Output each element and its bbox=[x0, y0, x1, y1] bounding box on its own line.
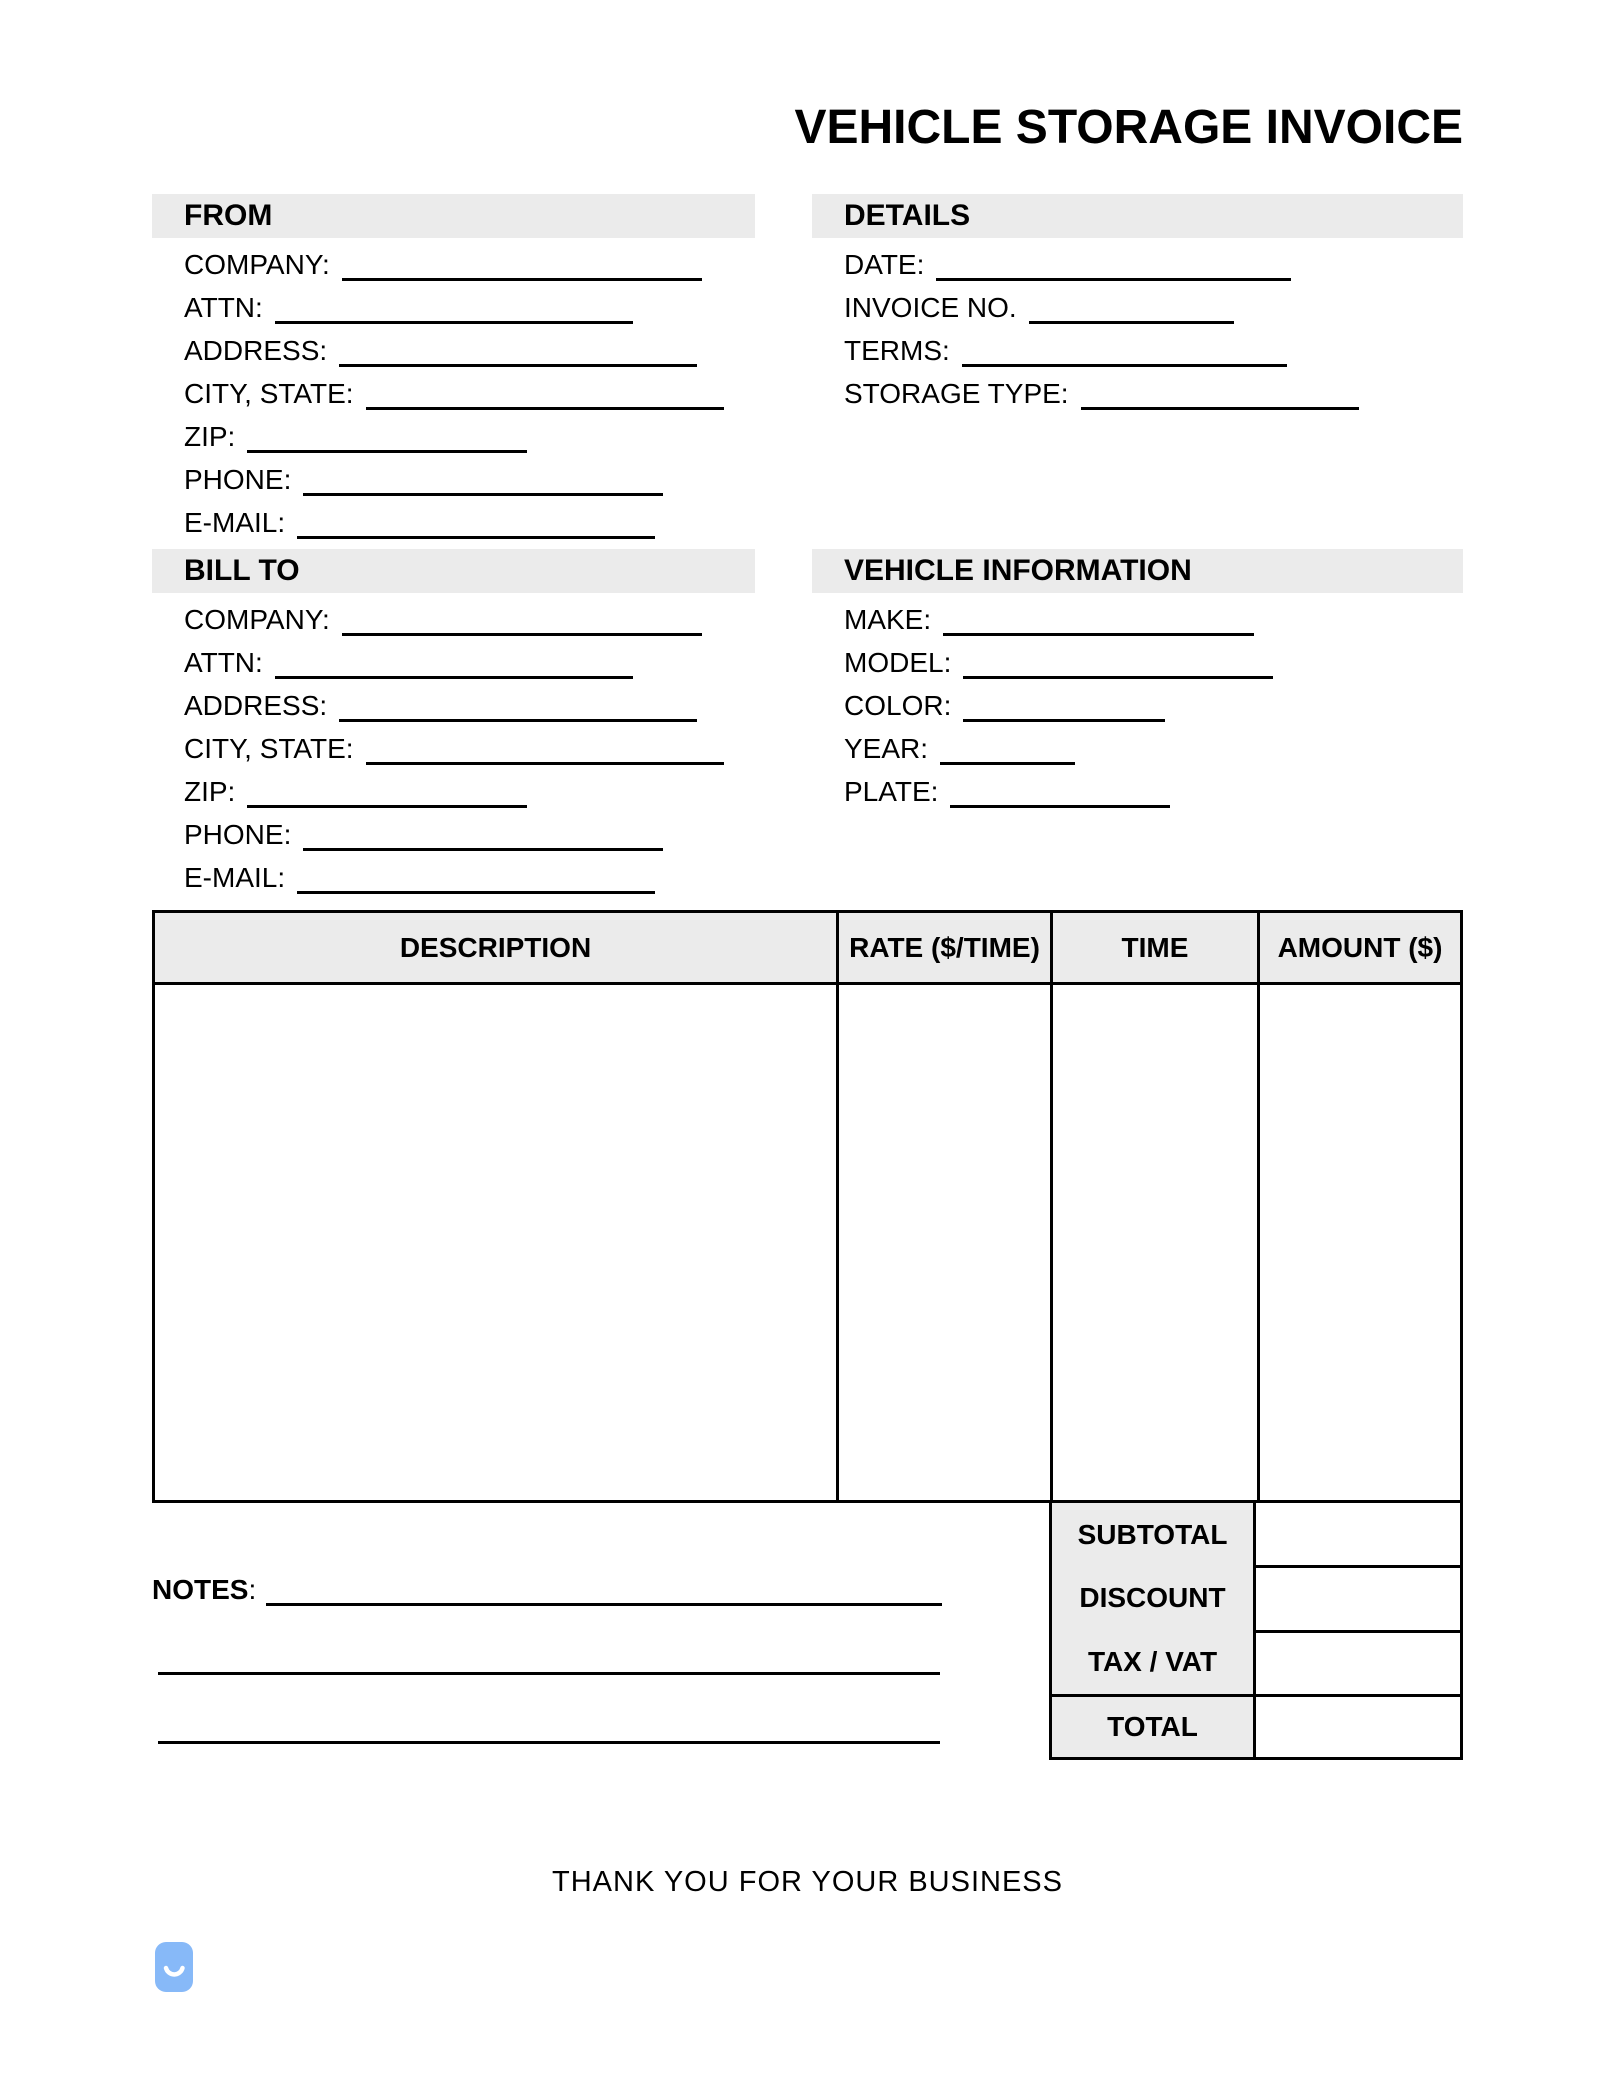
field-row bbox=[184, 496, 755, 539]
from-phone-label: PHONE: bbox=[184, 464, 292, 496]
from-email-input[interactable] bbox=[297, 500, 655, 539]
from-attn-input[interactable] bbox=[275, 285, 633, 324]
bill-to-company-label: COMPANY: bbox=[184, 604, 330, 636]
section-from bbox=[152, 194, 755, 539]
vehicle-section-header: VEHICLE INFORMATION bbox=[812, 549, 1463, 593]
field-row bbox=[184, 367, 755, 410]
field-row bbox=[844, 367, 1463, 410]
total-value-cell[interactable] bbox=[1253, 1694, 1463, 1760]
thank-you-message: THANK YOU FOR YOUR BUSINESS bbox=[552, 1866, 1063, 1898]
field-row bbox=[844, 765, 1463, 808]
notes-line-3[interactable] bbox=[158, 1675, 940, 1744]
field-row bbox=[844, 238, 1463, 281]
details-terms-label: TERMS: bbox=[844, 335, 950, 367]
field-row bbox=[184, 593, 755, 636]
subtotal-label: SUBTOTAL bbox=[1077, 1518, 1228, 1550]
time-cell[interactable] bbox=[1053, 985, 1260, 1500]
smile-logo-icon bbox=[155, 1942, 193, 1992]
notes-row bbox=[152, 1560, 942, 1606]
bill-to-phone-label: PHONE: bbox=[184, 819, 292, 851]
bill-to-address-input[interactable] bbox=[339, 683, 697, 722]
from-zip-input[interactable] bbox=[247, 414, 527, 453]
totals-labels-cell bbox=[1049, 1500, 1256, 1697]
vehicle-color-label: COLOR: bbox=[844, 690, 952, 722]
rate-cell[interactable] bbox=[839, 985, 1053, 1500]
field-row bbox=[184, 453, 755, 496]
from-company-label: COMPANY: bbox=[184, 249, 330, 281]
section-bill-to bbox=[152, 549, 755, 894]
subtotal-value-cell[interactable] bbox=[1253, 1500, 1463, 1568]
field-row bbox=[184, 410, 755, 453]
field-row bbox=[844, 679, 1463, 722]
field-row bbox=[844, 281, 1463, 324]
field-row bbox=[184, 851, 755, 894]
vehicle-plate-input[interactable] bbox=[950, 769, 1170, 808]
discount-label: DISCOUNT bbox=[1079, 1582, 1226, 1614]
field-row bbox=[844, 324, 1463, 367]
from-zip-label: ZIP: bbox=[184, 421, 236, 453]
column-header-time: TIME bbox=[1053, 913, 1260, 985]
description-cell[interactable] bbox=[155, 985, 839, 1500]
from-email-label: E-MAIL: bbox=[184, 507, 286, 539]
bill-to-city-state-input[interactable] bbox=[366, 726, 724, 765]
column-header-description: DESCRIPTION bbox=[155, 913, 839, 985]
totals-block bbox=[1049, 1500, 1463, 1760]
details-date-input[interactable] bbox=[936, 242, 1291, 281]
field-row bbox=[184, 722, 755, 765]
top-sections-row bbox=[152, 194, 1463, 539]
from-fields bbox=[152, 238, 755, 539]
from-section-header: FROM bbox=[152, 194, 755, 238]
notes-line-1[interactable] bbox=[266, 1567, 942, 1606]
from-phone-input[interactable] bbox=[303, 457, 663, 496]
vehicle-year-input[interactable] bbox=[940, 726, 1075, 765]
notes-label: NOTES bbox=[152, 1574, 249, 1606]
field-row bbox=[184, 238, 755, 281]
from-city-state-label: CITY, STATE: bbox=[184, 378, 354, 410]
vehicle-model-input[interactable] bbox=[963, 640, 1273, 679]
middle-sections-row bbox=[152, 549, 1463, 894]
bill-to-email-label: E-MAIL: bbox=[184, 862, 286, 894]
from-company-input[interactable] bbox=[342, 242, 702, 281]
field-row bbox=[844, 722, 1463, 765]
field-row bbox=[844, 636, 1463, 679]
page-title: VEHICLE STORAGE INVOICE bbox=[794, 101, 1463, 154]
tax-vat-label: TAX / VAT bbox=[1087, 1646, 1218, 1678]
field-row bbox=[184, 765, 755, 808]
details-storage-type-input[interactable] bbox=[1081, 371, 1359, 410]
amount-cell[interactable] bbox=[1260, 985, 1460, 1500]
vehicle-model-label: MODEL: bbox=[844, 647, 952, 679]
section-details bbox=[812, 194, 1463, 539]
details-terms-input[interactable] bbox=[962, 328, 1287, 367]
bill-to-city-state-label: CITY, STATE: bbox=[184, 733, 354, 765]
from-city-state-input[interactable] bbox=[366, 371, 724, 410]
vehicle-color-input[interactable] bbox=[963, 683, 1165, 722]
bill-to-zip-input[interactable] bbox=[247, 769, 527, 808]
discount-value-cell[interactable] bbox=[1253, 1565, 1463, 1633]
field-row bbox=[184, 679, 755, 722]
total-label-cell bbox=[1049, 1694, 1256, 1760]
field-row bbox=[844, 593, 1463, 636]
from-address-input[interactable] bbox=[339, 328, 697, 367]
bill-to-email-input[interactable] bbox=[297, 855, 655, 894]
details-date-label: DATE: bbox=[844, 249, 925, 281]
vehicle-year-label: YEAR: bbox=[844, 733, 929, 765]
vehicle-plate-label: PLATE: bbox=[844, 776, 939, 808]
line-items-table bbox=[152, 910, 1463, 1503]
bill-to-fields bbox=[152, 593, 755, 894]
field-row bbox=[184, 324, 755, 367]
section-vehicle-information bbox=[812, 549, 1463, 894]
bill-to-attn-label: ATTN: bbox=[184, 647, 263, 679]
details-invoice-no-input[interactable] bbox=[1029, 285, 1234, 324]
from-address-label: ADDRESS: bbox=[184, 335, 328, 367]
from-attn-label: ATTN: bbox=[184, 292, 263, 324]
column-header-rate: RATE ($/TIME) bbox=[839, 913, 1053, 985]
bill-to-section-header: BILL TO bbox=[152, 549, 755, 593]
notes-line-2[interactable] bbox=[158, 1606, 940, 1675]
column-header-amount: AMOUNT ($) bbox=[1260, 913, 1460, 985]
vehicle-fields bbox=[812, 593, 1463, 808]
field-row bbox=[184, 636, 755, 679]
total-label: TOTAL bbox=[1107, 1711, 1198, 1742]
details-invoice-no-label: INVOICE NO. bbox=[844, 292, 1017, 324]
tax-vat-value-cell[interactable] bbox=[1253, 1630, 1463, 1697]
bill-to-phone-input[interactable] bbox=[303, 812, 663, 851]
notes-colon: : bbox=[248, 1574, 257, 1606]
field-row bbox=[184, 808, 755, 851]
bill-to-company-input[interactable] bbox=[342, 597, 702, 636]
details-storage-type-label: STORAGE TYPE: bbox=[844, 378, 1069, 410]
details-fields bbox=[812, 238, 1463, 410]
vehicle-make-input[interactable] bbox=[943, 597, 1254, 636]
notes-section bbox=[152, 1560, 942, 1744]
details-section-header: DETAILS bbox=[812, 194, 1463, 238]
bill-to-address-label: ADDRESS: bbox=[184, 690, 328, 722]
vehicle-make-label: MAKE: bbox=[844, 604, 932, 636]
bill-to-attn-input[interactable] bbox=[275, 640, 633, 679]
bill-to-zip-label: ZIP: bbox=[184, 776, 236, 808]
field-row bbox=[184, 281, 755, 324]
